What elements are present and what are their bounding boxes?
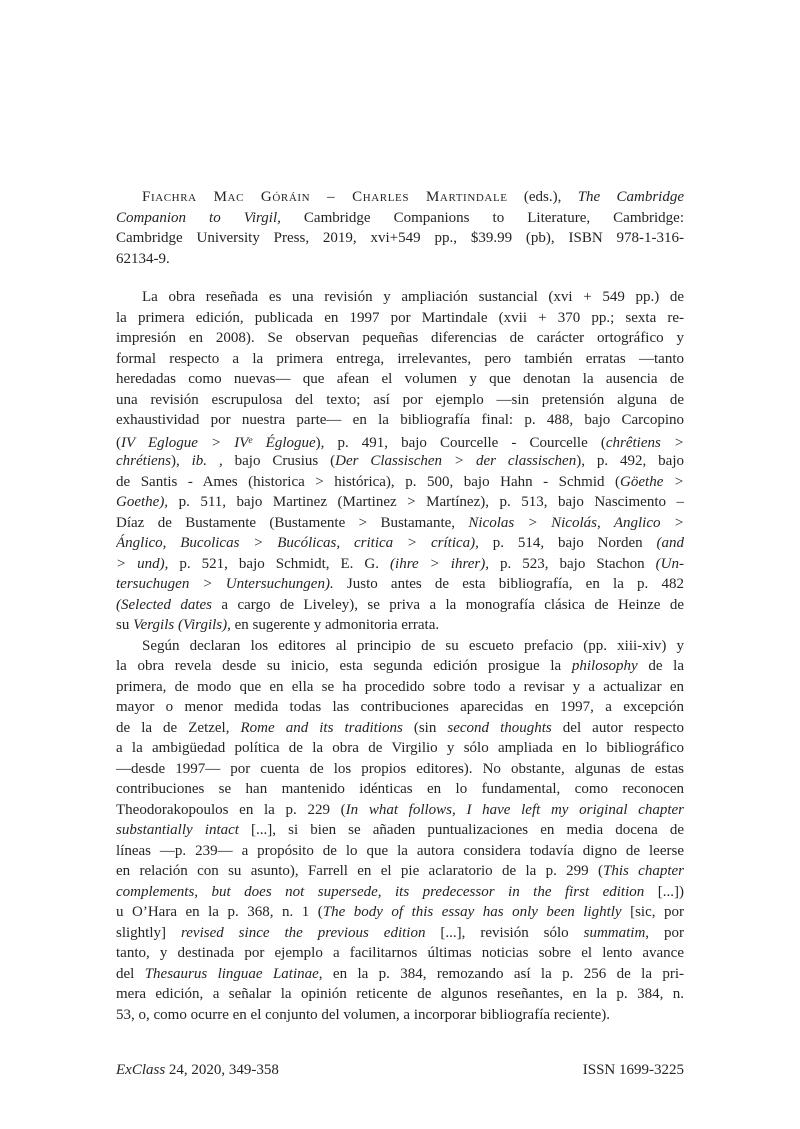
text-run: Cambridge Companions to Literature, Cambridge: (280, 209, 684, 226)
text-line (116, 779, 684, 800)
text-run: Justo antes de esta bibliografía, en la p. 482 (333, 576, 684, 592)
text-run: p. 514, bajo Norden (478, 535, 657, 551)
text-line (116, 451, 684, 472)
italic-text: chrêtiens > (605, 434, 684, 451)
italic-text: ib. (191, 453, 208, 469)
text-line (116, 677, 684, 698)
text-run: —desde 1997— por cuenta de los propios editores). No obstante, algunas de estas (116, 760, 684, 777)
italic-text: (and (656, 535, 684, 551)
text-run: , bajo Crusius ( (207, 453, 336, 469)
text-line (116, 533, 684, 554)
text-line (116, 820, 684, 841)
text-line (116, 410, 684, 431)
text-run: del (116, 965, 145, 982)
italic-text: In what follows, I have left my original chapter (345, 801, 684, 818)
text-line (116, 228, 684, 249)
text-line (116, 697, 684, 718)
italic-text: second thoughts (447, 719, 552, 736)
italic-text: This chapter (603, 863, 684, 879)
text-run: su (116, 617, 134, 633)
text-line (116, 431, 684, 452)
text-run: mera edición, a señalar la opinión reticente de algunos reseñantes, en la p. 384, n. (116, 986, 684, 1002)
small-caps-text: Fiachra Mac Góráin – Charles Martindale (142, 189, 508, 205)
text-line (116, 841, 684, 862)
text-line (116, 249, 684, 270)
italic-text: Nicolas > Nicolás, Anglico > (468, 514, 684, 531)
paragraph-2 (116, 636, 684, 1026)
text-run: ), p. 492, bajo (576, 453, 684, 469)
text-run: [...], revisión sólo (425, 924, 584, 941)
text-run: ), (170, 453, 192, 469)
text-line (116, 923, 684, 944)
italic-text: Göethe > (620, 473, 684, 490)
text-line (116, 308, 684, 329)
text-run: en relación con su asunto), Farrell en el pie aclaratorio de la p. 299 ( (116, 863, 603, 879)
text-run: a la ambigüedad política de la obra de Virgilio y sólo ampliada en lo bibliográfico (116, 740, 684, 756)
text-run: la primera edición, publicada en 1997 por Martindale (xvii + 370 pp.; sexta re- (116, 309, 684, 326)
italic-text: (Un- (655, 555, 684, 572)
text-run: p. 523, bajo Stachon (488, 555, 656, 572)
text-run: del autor respecto (551, 719, 684, 736)
italic-text: substantially intact (116, 822, 239, 838)
text-run: slightly] (116, 924, 181, 941)
text-line (116, 636, 684, 657)
text-run: en sugerente y admonitoria errata. (230, 617, 440, 633)
italic-text: Der Classischen > der classischen (335, 453, 577, 469)
text-run: líneas —p. 239— a propósito de lo que la autora considera todavía digno de leerse (116, 842, 684, 859)
superscript-text: e (248, 435, 253, 446)
text-run: 24, 2020, 349-358 (165, 1062, 279, 1078)
text-line (116, 861, 684, 882)
text-line (116, 1005, 684, 1026)
text-line (116, 574, 684, 595)
review-text (116, 187, 684, 1025)
text-line (116, 369, 684, 390)
text-line (116, 800, 684, 821)
text-run: , en la p. 384, remozando así la p. 256 de la pri- (318, 965, 684, 982)
text-run: mayor o menor medida todas las contribuciones aparecidas en 1997, a excepción (116, 699, 684, 715)
text-line (116, 738, 684, 759)
italic-text: The Cambridge (577, 189, 684, 205)
italic-text: Goethe), (116, 494, 169, 510)
text-run: p. 521, bajo Schmidt, E. G. (168, 555, 391, 572)
italic-text: (ihre > ihrer), (390, 555, 489, 572)
text-line (116, 187, 684, 208)
italic-text: Thesaurus linguae Latinae (144, 965, 319, 982)
text-run: Cambridge University Press, 2019, xvi+549 pp., $39.99 (pb), ISBN 978-1-316- (116, 230, 684, 246)
text-run: ( (116, 434, 121, 451)
italic-text: IV Eglogue > IV (121, 434, 249, 451)
text-run: exhaustividad por nuestra parte— en la bibliografía final: p. 488, bajo Carcopino (116, 412, 684, 428)
italic-text: Églogue (252, 434, 316, 451)
text-line (116, 882, 684, 903)
text-line (116, 943, 684, 964)
text-run: u O’Hara en la p. 368, n. 1 ( (116, 904, 323, 920)
text-run: Díaz de Bustamente (Bustamente > Bustamante, (116, 514, 469, 531)
text-run: [...], si bien se añaden puntualizaciones en media docena de (238, 822, 684, 838)
text-run: de Santis - Ames (historica > histórica), p. 500, bajo Hahn - Schmid ( (116, 473, 621, 490)
italic-text: tersuchugen > Untersuchungen). (116, 576, 334, 592)
text-run: Theodorakopoulos en la p. 229 ( (116, 801, 346, 818)
text-run: contribuciones se han mantenido idénticas en lo fundamental, como reconocen (116, 781, 684, 797)
text-run: primera, de modo que en ella se ha procedido sobre todo a revisar y a actualizar en (116, 678, 684, 695)
text-line (116, 554, 684, 575)
text-run: de la (637, 658, 684, 674)
text-run: (sin (402, 719, 448, 736)
italic-text: complements, but does not supersede, its predecessor in the first edition (116, 883, 645, 900)
paragraph-1 (116, 287, 684, 636)
italic-text: Ánglico, Bucolicas > Bucólicas, critica > crítica), (116, 535, 479, 551)
italic-text: Vergils (Virgils), (133, 617, 231, 633)
text-line (116, 656, 684, 677)
text-run: una revisión escrupulosa del texto; así por ejemplo —sin pretensión alguna de (116, 391, 684, 408)
italic-text: Companion to Virgil, (116, 209, 281, 226)
italic-text: > und), (116, 555, 169, 572)
text-line (116, 984, 684, 1005)
text-line (116, 718, 684, 739)
text-run: 53, o, como ocurre en el conjunto del volumen, a incorporar bibliografía reciente). (116, 1006, 610, 1023)
text-line (116, 472, 684, 493)
text-run: a cargo de Liveley), se priva a la monografía clásica de Heinze de (212, 596, 684, 613)
text-run: ), p. 491, bajo Courcelle - Courcelle ( (315, 434, 606, 451)
text-line (116, 964, 684, 985)
text-run: formal respecto a la primera entrega, irrelevantes, pero también erratas —tanto (116, 350, 684, 367)
text-run: heredadas como nuevas— que afean el volumen y que denotan la ausencia de (116, 371, 684, 387)
text-run: La obra reseñada es una revisión y ampliación sustancial (xvi + 549 pp.) de (142, 289, 684, 305)
italic-text: The body of this essay has only been lightly (322, 904, 622, 920)
text-run: [...]) (644, 883, 684, 900)
text-line (116, 595, 684, 616)
italic-text: revised since the previous edition (180, 924, 426, 941)
text-run: de la de Zetzel, (116, 719, 241, 736)
issn-label: ISSN 1699-3225 (582, 1062, 684, 1078)
text-line (116, 208, 684, 229)
text-line (116, 287, 684, 308)
italic-text: summatim (583, 924, 646, 941)
italic-text: (Selected dates (116, 596, 213, 613)
text-run: la obra revela desde su inicio, esta segunda edición prosigue la (116, 658, 572, 674)
text-run: [sic, por (621, 904, 684, 920)
text-run: p. 511, bajo Martinez (Martinez > Martínez), p. 513, bajo Nascimento – (168, 494, 684, 510)
italic-text: philosophy (571, 658, 638, 674)
italic-text: ExClass (116, 1062, 166, 1078)
header-citation (116, 187, 684, 269)
page-footer (116, 1060, 684, 1081)
text-line (116, 349, 684, 370)
text-line (116, 513, 684, 534)
italic-text: chrétiens (116, 453, 171, 469)
text-run: Según declaran los editores al principio de su escueto prefacio (pp. xiii-xiv) y (142, 637, 684, 654)
text-run: impresión en 2008). Se observan pequeñas diferencias de carácter ortográfico y (116, 330, 684, 346)
text-run: tanto, y destinada por ejemplo a facilitarnos últimas noticias sobre el lento avance (116, 945, 684, 961)
text-line (116, 328, 684, 349)
text-line (116, 492, 684, 513)
journal-reference (116, 1060, 279, 1081)
text-run: 62134-9. (116, 250, 170, 267)
text-line (116, 390, 684, 411)
text-line (116, 615, 684, 636)
text-line (116, 902, 684, 923)
text-run: (eds.), (507, 189, 578, 205)
text-run: , por (645, 924, 684, 941)
italic-text: Rome and its traditions (240, 719, 403, 736)
text-line (116, 759, 684, 780)
